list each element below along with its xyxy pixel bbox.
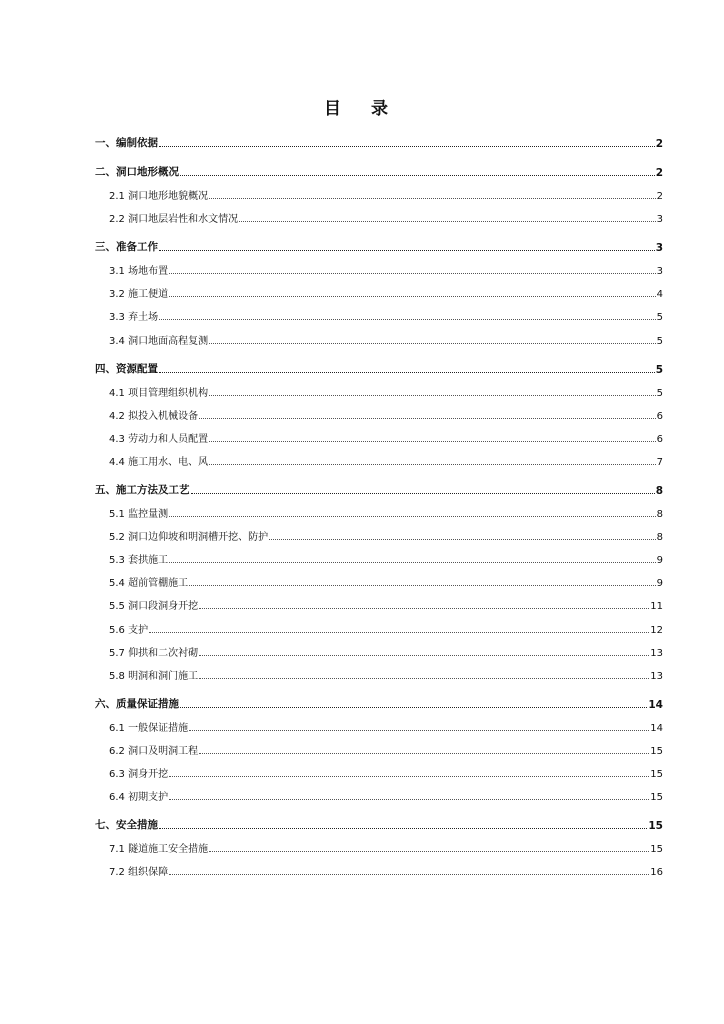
toc-dot-leader: [169, 273, 656, 274]
toc-entry-label: 2.1 洞口地形地貌概况: [109, 191, 209, 203]
toc-entry-label: 4.4 施工用水、电、风: [109, 456, 209, 468]
toc-dot-leader: [169, 776, 649, 777]
toc-page-number: 11: [650, 601, 663, 613]
toc-entry-label: 5.7 仰拱和二次衬砌: [109, 647, 199, 659]
toc-dot-leader: [209, 851, 649, 852]
toc-dot-leader: [159, 250, 655, 251]
toc-page-number: 5: [656, 335, 663, 347]
toc-page-number: 8: [656, 509, 663, 521]
toc-dot-leader: [169, 562, 656, 563]
toc-page-number: 6: [656, 410, 663, 422]
toc-section-row[interactable]: [95, 856, 663, 879]
toc-page-number: 9: [656, 555, 663, 567]
toc-page-number: 5: [655, 363, 663, 376]
toc-section-row[interactable]: [95, 301, 663, 324]
toc-entry-label: 5.1 监控量测: [109, 509, 169, 521]
toc-page-number: 6: [656, 433, 663, 445]
toc-page-number: 12: [650, 624, 663, 636]
toc-dot-leader: [159, 319, 656, 320]
toc-section-row[interactable]: [95, 498, 663, 521]
toc-chapter-row[interactable]: [95, 157, 663, 180]
toc-dot-leader: [199, 608, 649, 609]
toc-entry-label: 三、准备工作: [95, 241, 158, 254]
toc-section-row[interactable]: [95, 377, 663, 400]
toc-section-row[interactable]: [95, 712, 663, 735]
toc-section-row[interactable]: [95, 781, 663, 804]
toc-page-number: 15: [650, 745, 663, 757]
toc-dot-leader: [169, 516, 656, 517]
toc-page-number: 2: [655, 138, 663, 150]
toc-entry-label: 五、施工方法及工艺: [95, 483, 190, 496]
toc-entry-label: 6.4 初期支护: [109, 792, 169, 804]
toc-section-row[interactable]: [95, 423, 663, 446]
toc-entry-label: 4.1 项目管理组织机构: [109, 387, 209, 399]
toc-page-number: 5: [656, 312, 663, 324]
toc-section-row[interactable]: [95, 544, 663, 567]
toc-section-row[interactable]: [95, 567, 663, 590]
toc-section-row[interactable]: [95, 660, 663, 683]
toc-dot-leader: [159, 828, 647, 829]
toc-section-row[interactable]: [95, 613, 663, 636]
toc-dot-leader: [269, 539, 656, 540]
toc-chapter-row[interactable]: [95, 354, 663, 377]
toc-dot-leader: [169, 296, 656, 297]
toc-page-number: 14: [648, 698, 663, 711]
toc-entry-label: 5.4 超前管棚施工: [109, 578, 189, 590]
toc-chapter-row[interactable]: [95, 128, 663, 151]
toc-page-number: 2: [656, 191, 663, 203]
toc-chapter-row[interactable]: [95, 475, 663, 498]
toc-section-row[interactable]: [95, 180, 663, 203]
toc-dot-leader: [239, 221, 656, 222]
toc-entry-label: 4.3 劳动力和人员配置: [109, 433, 209, 445]
toc-dot-leader: [180, 175, 655, 176]
toc-entry-label: 7.2 组织保障: [109, 867, 169, 879]
toc-section-row[interactable]: [95, 446, 663, 469]
toc-entry-label: 四、资源配置: [95, 362, 158, 375]
toc-section-row[interactable]: [95, 400, 663, 423]
toc-entry-label: 5.3 套拱施工: [109, 555, 169, 567]
toc-dot-leader: [209, 343, 656, 344]
toc-dot-leader: [149, 632, 649, 633]
toc-section-row[interactable]: [95, 278, 663, 301]
toc-page-number: 3: [656, 214, 663, 226]
toc-section-row[interactable]: [95, 758, 663, 781]
toc-entry-label: 2.2 洞口地层岩性和水文情况: [109, 214, 239, 226]
toc-entry-label: 3.3 弃土场: [109, 312, 159, 324]
toc-entry-label: 5.5 洞口段洞身开挖: [109, 601, 199, 613]
toc-dot-leader: [199, 655, 649, 656]
toc-title: 目 录: [324, 99, 400, 119]
toc-page-number: 3: [656, 266, 663, 278]
toc-dot-leader: [159, 372, 655, 373]
toc-dot-leader: [191, 493, 655, 494]
toc-chapter-row[interactable]: [95, 232, 663, 255]
toc-chapter-row[interactable]: [95, 689, 663, 712]
toc-entry-label: 5.6 支护: [109, 624, 149, 636]
toc-page-number: 7: [656, 456, 663, 468]
toc-page-number: 15: [648, 820, 663, 833]
toc-section-row[interactable]: [95, 590, 663, 613]
toc-page-number: 15: [650, 768, 663, 780]
toc-page-number: 15: [650, 792, 663, 804]
toc-section-row[interactable]: [95, 255, 663, 278]
toc-page-number: 3: [655, 242, 663, 255]
toc-dot-leader: [209, 464, 656, 465]
toc-entry-label: 3.2 施工便道: [109, 289, 169, 301]
toc-entry-label: 6.1 一般保证措施: [109, 722, 189, 734]
toc-dot-leader: [180, 707, 647, 708]
toc-entry-label: 7.1 隧道施工安全措施: [109, 844, 209, 856]
toc-page-number: 5: [656, 387, 663, 399]
toc-page-number: 2: [655, 167, 663, 179]
toc-dot-leader: [199, 753, 649, 754]
toc-page-number: 13: [650, 670, 663, 682]
toc-page-number: 14: [650, 722, 663, 734]
toc-entry-label: 六、质量保证措施: [95, 697, 179, 710]
toc-section-row[interactable]: [95, 637, 663, 660]
toc-entry-label: 一、编制依据: [95, 137, 158, 149]
toc-dot-leader: [209, 441, 656, 442]
toc-entry-label: 二、洞口地形概况: [95, 166, 179, 178]
toc-page-number: 13: [650, 647, 663, 659]
toc-list: [95, 122, 663, 879]
toc-page-number: 4: [656, 289, 663, 301]
toc-dot-leader: [189, 585, 656, 586]
toc-entry-label: 4.2 拟投入机械设备: [109, 410, 199, 422]
toc-page-number: 9: [656, 578, 663, 590]
toc-entry-label: 5.8 明洞和洞门施工: [109, 670, 199, 682]
toc-entry-label: 七、安全措施: [95, 819, 158, 832]
toc-entry-label: 6.2 洞口及明洞工程: [109, 745, 199, 757]
toc-section-row[interactable]: [95, 833, 663, 856]
toc-dot-leader: [169, 799, 649, 800]
toc-entry-label: 5.2 洞口边仰坡和明洞槽开挖、防护: [109, 532, 269, 544]
toc-page-number: 15: [650, 844, 663, 856]
toc-dot-leader: [189, 730, 649, 731]
toc-section-row[interactable]: [95, 203, 663, 226]
toc-dot-leader: [209, 198, 656, 199]
toc-page-number: 16: [650, 867, 663, 879]
toc-dot-leader: [199, 418, 656, 419]
toc-dot-leader: [169, 874, 649, 875]
toc-entry-label: 3.1 场地布置: [109, 266, 169, 278]
toc-chapter-row[interactable]: [95, 810, 663, 833]
toc-entry-label: 6.3 洞身开挖: [109, 768, 169, 780]
toc-page-number: 8: [655, 484, 663, 497]
toc-section-row[interactable]: [95, 521, 663, 544]
toc-section-row[interactable]: [95, 735, 663, 758]
toc-dot-leader: [209, 395, 656, 396]
toc-dot-leader: [159, 146, 655, 147]
toc-dot-leader: [199, 678, 649, 679]
toc-section-row[interactable]: [95, 324, 663, 347]
toc-page-number: 8: [656, 532, 663, 544]
toc-entry-label: 3.4 洞口地面高程复测: [109, 335, 209, 347]
